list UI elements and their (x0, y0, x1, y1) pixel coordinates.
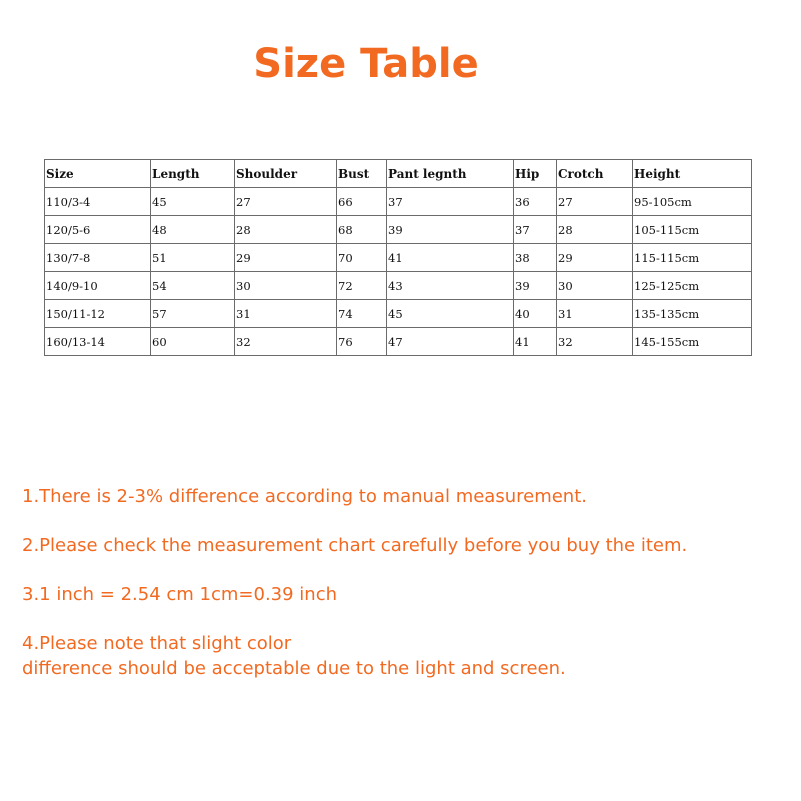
header-length: Length (151, 160, 235, 188)
table-cell: 145-155cm (633, 328, 752, 356)
table-cell: 27 (235, 188, 337, 216)
table-cell: 40 (514, 300, 557, 328)
header-shoulder: Shoulder (235, 160, 337, 188)
table-row (45, 328, 752, 356)
table-cell: 57 (151, 300, 235, 328)
page-title: Size Table (253, 41, 479, 87)
note-unit-conversion: 3.1 inch = 2.54 cm 1cm=0.39 inch (22, 584, 338, 605)
note-measurement-difference: 1.There is 2-3% difference according to manual measurement. (22, 486, 587, 507)
note-color-difference: 4.Please note that slight color difference should be acceptable due to the light and screen. (22, 633, 566, 679)
header-crotch: Crotch (557, 160, 633, 188)
table-cell: 125-125cm (633, 272, 752, 300)
table-cell: 70 (337, 244, 387, 272)
table-cell: 31 (235, 300, 337, 328)
table-cell: 28 (235, 216, 337, 244)
table-cell: 29 (235, 244, 337, 272)
table-cell: 140/9-10 (45, 272, 151, 300)
table-cell: 29 (557, 244, 633, 272)
size-table (44, 159, 752, 356)
table-cell: 47 (387, 328, 514, 356)
table-cell: 48 (151, 216, 235, 244)
table-cell: 30 (557, 272, 633, 300)
table-cell: 45 (151, 188, 235, 216)
table-cell: 72 (337, 272, 387, 300)
table-cell: 160/13-14 (45, 328, 151, 356)
table-row (45, 188, 752, 216)
table-cell: 120/5-6 (45, 216, 151, 244)
notes-section (22, 484, 792, 705)
table-cell: 41 (514, 328, 557, 356)
table-cell: 68 (337, 216, 387, 244)
table-cell: 32 (557, 328, 633, 356)
header-pant-length: Pant legnth (387, 160, 514, 188)
table-cell: 150/11-12 (45, 300, 151, 328)
table-row (45, 244, 752, 272)
table-cell: 43 (387, 272, 514, 300)
table-cell: 45 (387, 300, 514, 328)
header-height: Height (633, 160, 752, 188)
note-check-chart: 2.Please check the measurement chart carefully before you buy the item. (22, 535, 688, 556)
table-cell: 41 (387, 244, 514, 272)
table-cell: 76 (337, 328, 387, 356)
table-header-row (45, 160, 752, 188)
table-cell: 32 (235, 328, 337, 356)
table-row (45, 216, 752, 244)
table-cell: 39 (387, 216, 514, 244)
table-row (45, 272, 752, 300)
header-size: Size (45, 160, 151, 188)
table-cell: 37 (514, 216, 557, 244)
table-cell: 51 (151, 244, 235, 272)
table-cell: 105-115cm (633, 216, 752, 244)
table-cell: 36 (514, 188, 557, 216)
header-hip: Hip (514, 160, 557, 188)
table-cell: 54 (151, 272, 235, 300)
table-cell: 66 (337, 188, 387, 216)
table-cell: 130/7-8 (45, 244, 151, 272)
table-cell: 39 (514, 272, 557, 300)
table-cell: 31 (557, 300, 633, 328)
table-cell: 37 (387, 188, 514, 216)
table-row (45, 300, 752, 328)
table-cell: 115-115cm (633, 244, 752, 272)
table-cell: 95-105cm (633, 188, 752, 216)
table-cell: 135-135cm (633, 300, 752, 328)
table-cell: 30 (235, 272, 337, 300)
table-cell: 74 (337, 300, 387, 328)
table-cell: 38 (514, 244, 557, 272)
header-bust: Bust (337, 160, 387, 188)
table-cell: 60 (151, 328, 235, 356)
table-cell: 27 (557, 188, 633, 216)
table-cell: 28 (557, 216, 633, 244)
table-cell: 110/3-4 (45, 188, 151, 216)
